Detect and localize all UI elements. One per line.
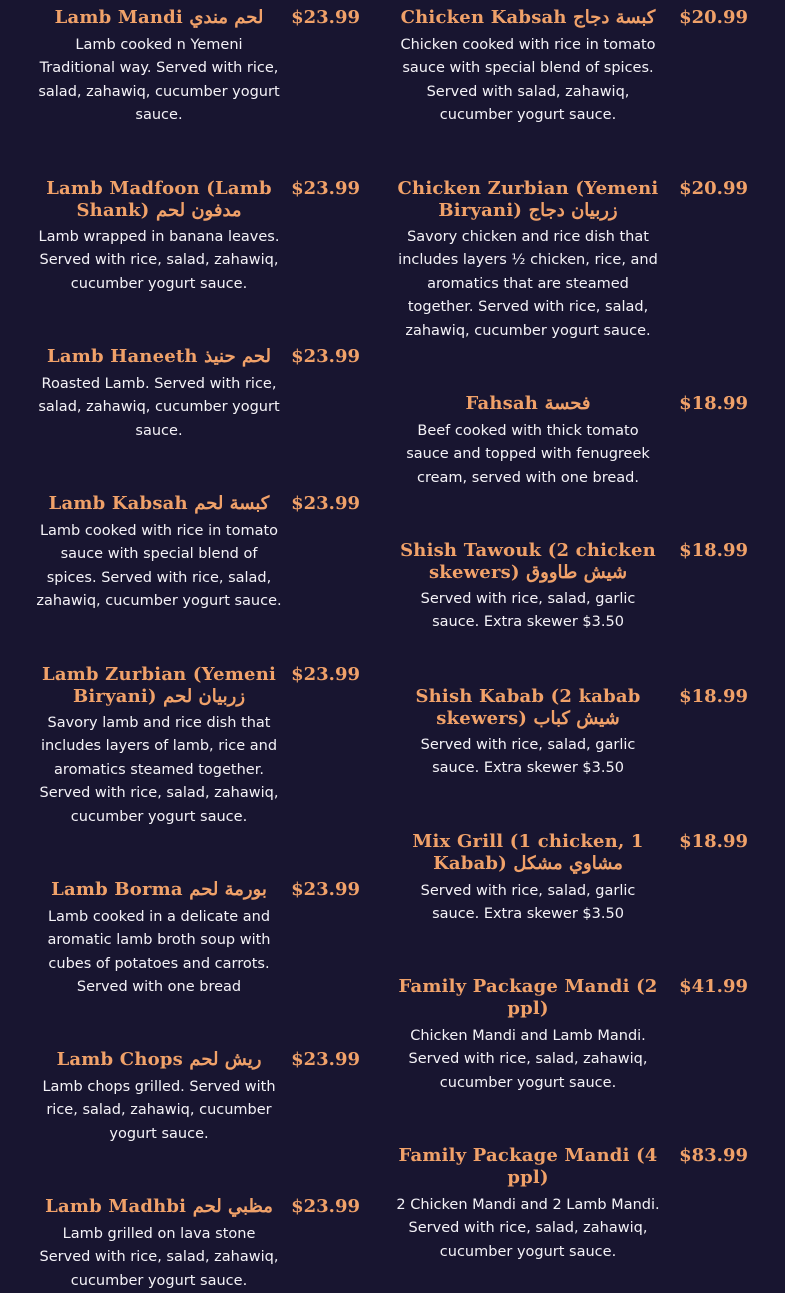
item-description: Lamb chops grilled. Served with rice, salad, zahawiq, cucumber yogurt sauce. [42,1079,276,1142]
item-price: $41.99 [679,976,748,997]
item-price: $20.99 [679,178,748,199]
item-price: $23.99 [291,1196,360,1217]
item-description: Lamb cooked in a delicate and aromatic lamb broth soup with cubes of potatoes and carrots. Served with one bread [47,909,271,996]
item-description: Lamb wrapped in banana leaves. Served with rice, salad, zahawiq, cucumber yogurt sauce. [38,229,280,292]
item-description: Lamb cooked with rice in tomato sauce with special blend of spices. Served with rice, salad, zahawiq, cucumber yogurt sauce. [36,523,282,610]
item-description: Chicken cooked with rice in tomato sauce with special blend of spices. Served with salad, zahawiq, cucumber yogurt sauce. [400,37,656,124]
item-description: Lamb grilled on lava stone Served with rice, salad, zahawiq, cucumber yogurt sauce. [39,1226,279,1289]
item-price: $18.99 [679,831,748,852]
item-price: $23.99 [291,1049,360,1070]
item-price: $20.99 [679,7,748,28]
item-name: Lamb Zurbian (Yemeni Biryani) زربيان لحم [41,664,277,707]
item-price: $23.99 [291,7,360,28]
item-price: $18.99 [679,540,748,561]
item-name: Lamb Borma بورمة لحم [51,879,267,900]
item-name: Shish Kabab (2 kabab skewers) شيش كباب [415,686,641,729]
item-price: $23.99 [291,346,360,367]
item-description: Lamb cooked n Yemeni Traditional way. Served with rice, salad, zahawiq, cucumber yogurt sauce. [38,37,280,124]
item-price: $23.99 [291,178,360,199]
item-name: Family Package Mandi (4 ppl) [398,1145,658,1188]
item-description: Roasted Lamb. Served with rice, salad, zahawiq, cucumber yogurt sauce. [38,376,280,439]
item-name: Chicken Zurbian (Yemeni Biryani) زربيان دجاج [397,178,659,221]
item-description: Savory lamb and rice dish that includes layers of lamb, rice and aromatics steamed together. Served with rice, salad, zahawiq, cucumber yogurt sauce. [39,715,279,825]
item-name: Fahsah فحسة [465,393,591,414]
item-price: $18.99 [679,686,748,707]
item-description: 2 Chicken Mandi and 2 Lamb Mandi. Served with rice, salad, zahawiq, cucumber yogurt sauce. [396,1197,660,1260]
item-price: $83.99 [679,1145,748,1166]
item-price: $23.99 [291,879,360,900]
item-description: Served with rice, salad, garlic sauce. Extra skewer $3.50 [420,883,636,923]
item-description: Served with rice, salad, garlic sauce. Extra skewer $3.50 [420,737,636,777]
item-name: Lamb Kabsah كبسة لحم [48,493,270,514]
item-name: Chicken Kabsah كبسة دجاج [400,7,656,28]
item-price: $18.99 [679,393,748,414]
item-name: Lamb Haneeth لحم حنيذ [47,346,271,367]
item-description: Served with rice, salad, garlic sauce. Extra skewer $3.50 [420,591,636,631]
item-name: Shish Tawouk (2 chicken skewers) شيش طاووق [400,540,656,583]
item-name: Lamb Chops ريش لحم [56,1049,262,1070]
item-name: Lamb Madfoon (Lamb Shank) مدفون لحم [46,178,272,221]
item-name: Family Package Mandi (2 ppl) [398,976,658,1019]
item-name: Lamb Mandi لحم مندي [54,7,264,28]
item-description: Chicken Mandi and Lamb Mandi. Served with rice, salad, zahawiq, cucumber yogurt sauce. [408,1028,648,1091]
item-price: $23.99 [291,664,360,685]
item-description: Savory chicken and rice dish that includes layers ½ chicken, rice, and aromatics that are steamed together. Served with rice, salad, zahawiq, cucumber yogurt sauce. [398,229,658,339]
item-price: $23.99 [291,493,360,514]
item-description: Beef cooked with thick tomato sauce and topped with fenugreek cream, served with one bread. [406,423,650,486]
item-name: Lamb Madhbi مظبي لحم [45,1196,273,1217]
item-name: Mix Grill (1 chicken, 1 Kabab) مشاوي مشكل [412,831,644,874]
